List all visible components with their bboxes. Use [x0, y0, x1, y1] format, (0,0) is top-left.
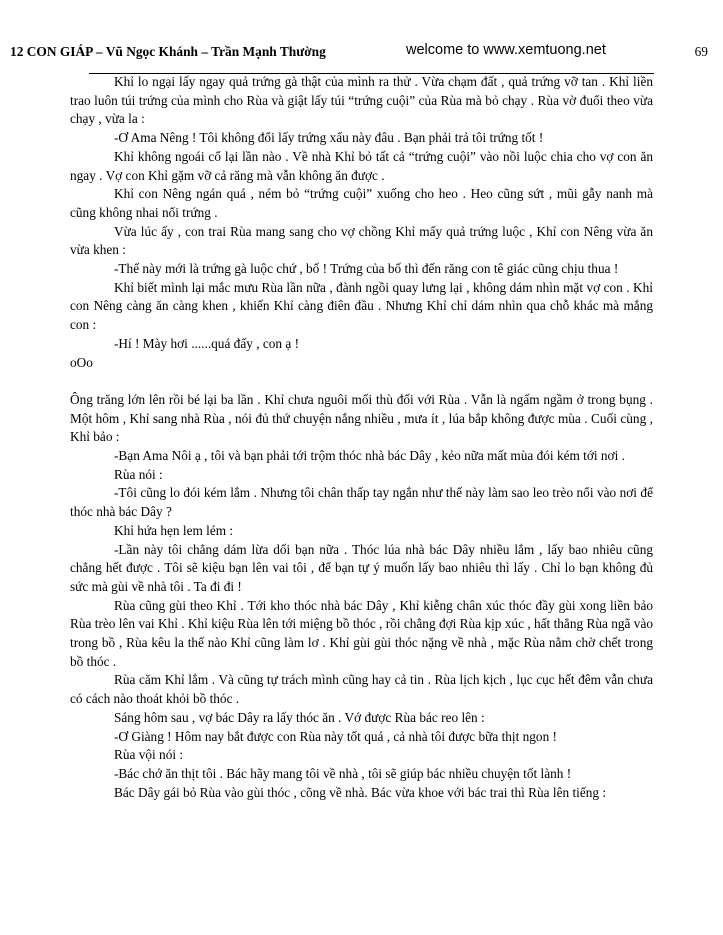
paragraph: -Tôi cũng lo đói kém lắm . Nhưng tôi chân thấp tay ngắn như thế này làm sao leo trèo nổi vào nơi để thóc nhà bác Dây ? [70, 485, 653, 520]
paragraph: Rùa căm Khỉ lắm . Và cũng tự trách mình cũng hay cả tin . Rùa lịch kịch , lục cục hết đêm vẫn chưa có cách nào thoát khỏi bồ thóc . [70, 672, 653, 707]
page-number: 69 [694, 44, 708, 59]
paragraph: Khỉ biết mình lại mắc mưu Rùa lần nữa , đành ngồi quay lưng lại , không dám nhìn mặt vợ con . Khỉ con Nêng càng ăn càng khen , khiến Khỉ càng điên đầu . Nhưng Khỉ chỉ dám nhìn qua chỗ khác mà mắng con : [70, 279, 653, 333]
paragraph: -Bạn Ama Nôi ạ , tôi và bạn phải tới trộm thóc nhà bác Dây , kẻo nữa mất mùa đói kém tới nơi . [114, 448, 625, 464]
paragraph: Rùa vội nói : [114, 747, 184, 763]
paragraph: Bác Dây gái bỏ Rùa vào gùi thóc , cõng về nhà. Bác vừa khoe với bác trai thì Rùa lên tiếng : [114, 784, 607, 800]
book-title: 12 CON GIÁP – Vũ Ngọc Khánh – Trần Mạnh Thường [10, 44, 326, 59]
paragraph: Sáng hôm sau , vợ bác Dây ra lấy thóc ăn . Vớ được Rùa bác reo lên : [114, 709, 485, 725]
page-header [10, 44, 710, 66]
paragraph: Khỉ không ngoái cổ lại lần nào . Về nhà Khỉ bỏ tất cả “trứng cuội” vào nồi luộc chia cho vợ con ăn ngay . Vợ con Khỉ gặm vỡ cả răng mà vẫn không ăn được . [70, 148, 653, 183]
paragraph: -Ơ Giàng ! Hôm nay bắt được con Rùa này tốt quá , cả nhà tôi được bữa thịt ngon ! [114, 728, 557, 744]
paragraph: -Ơ Ama Nêng ! Tôi không đổi lấy trứng xấu này đâu . Bạn phải trả tôi trứng tốt ! [114, 130, 544, 146]
paragraph: Rùa cũng gùi theo Khỉ . Tới kho thóc nhà bác Dây , Khỉ kiễng chân xúc thóc đầy gùi xong liền bảo Rùa trèo lên vai Khỉ . Khỉ kiệu Rùa lên tới miệng bồ thóc , rồi chẳng đợi Rùa kịp xúc , hất thẳng Rùa ngã vào trong bồ , Rùa kêu la thế nào Khỉ cũng làm lơ . Khỉ gùi gùi thóc nặng về nhà , mặc Rùa nằm chờ chết trong bồ thóc . [70, 597, 653, 669]
section-separator: oOo [70, 354, 93, 370]
paragraph: -Bác chớ ăn thịt tôi . Bác hãy mang tôi về nhà , tôi sẽ giúp bác nhiều chuyện tốt lành ! [114, 766, 572, 781]
paragraph: -Lần này tôi chẳng dám lừa dối bạn nữa . Thóc lúa nhà bác Dây nhiều lắm , lấy bao nhiêu cũng chẳng hết được . Tôi sẽ kiệu bạn lên vai tôi , để bạn tự ý muốn lấy bao nhiêu thì lấy . Chỉ lo bạn không đủ sức mà gùi về nhà tôi . Ta đi đi ! [70, 541, 653, 594]
paragraph: Khỉ con Nêng ngán quá , ném bỏ “trứng cuội” xuống cho heo . Heo cũng sứt , mũi gẫy nanh mà cũng không nhai nổi trứng . [70, 186, 653, 220]
paragraph: Ông trăng lớn lên rồi bé lại ba lần . Khỉ chưa nguôi mối thù đối với Rùa . Vẫn là ngấm ngầm ở trong bụng . Một hôm , Khỉ sang nhà Rùa , nói đủ thứ chuyện nắng nhiều , mưa ít , lúa bắp không được mùa . Cuối cùng , Khỉ bảo : [70, 391, 653, 445]
paragraph: Khỉ hứa hẹn lem lém : [114, 522, 234, 538]
website-link[interactable]: welcome to www.xemtuong.net [406, 42, 606, 58]
paragraph: -Hí ! Mày hơi ......quá đấy , con ạ ! [114, 335, 300, 351]
blank-line [70, 372, 653, 391]
paragraph: -Thế này mới là trứng gà luộc chứ , bố ! Trứng của bố thì đến răng con tê giác cũng chịu thua ! [114, 261, 619, 277]
paragraph: Vừa lúc ấy , con trai Rùa mang sang cho vợ chồng Khỉ mấy quả trứng luộc , Khỉ con Nêng vừa ăn vừa khen : [70, 223, 653, 258]
paragraph: Khỉ lo ngại lấy ngay quả trứng gà thật của mình ra thử . Vừa chạm đất , quả trứng vỡ tan . Khỉ liền trao luôn túi trứng của mình cho Rùa và giật lấy túi “trứng cuội” của Rùa mà bỏ chạy . Rùa vờ đuổi theo vừa chạy , vừa la : [70, 74, 653, 127]
story-body [70, 73, 653, 802]
paragraph: Rùa nói : [114, 466, 163, 482]
